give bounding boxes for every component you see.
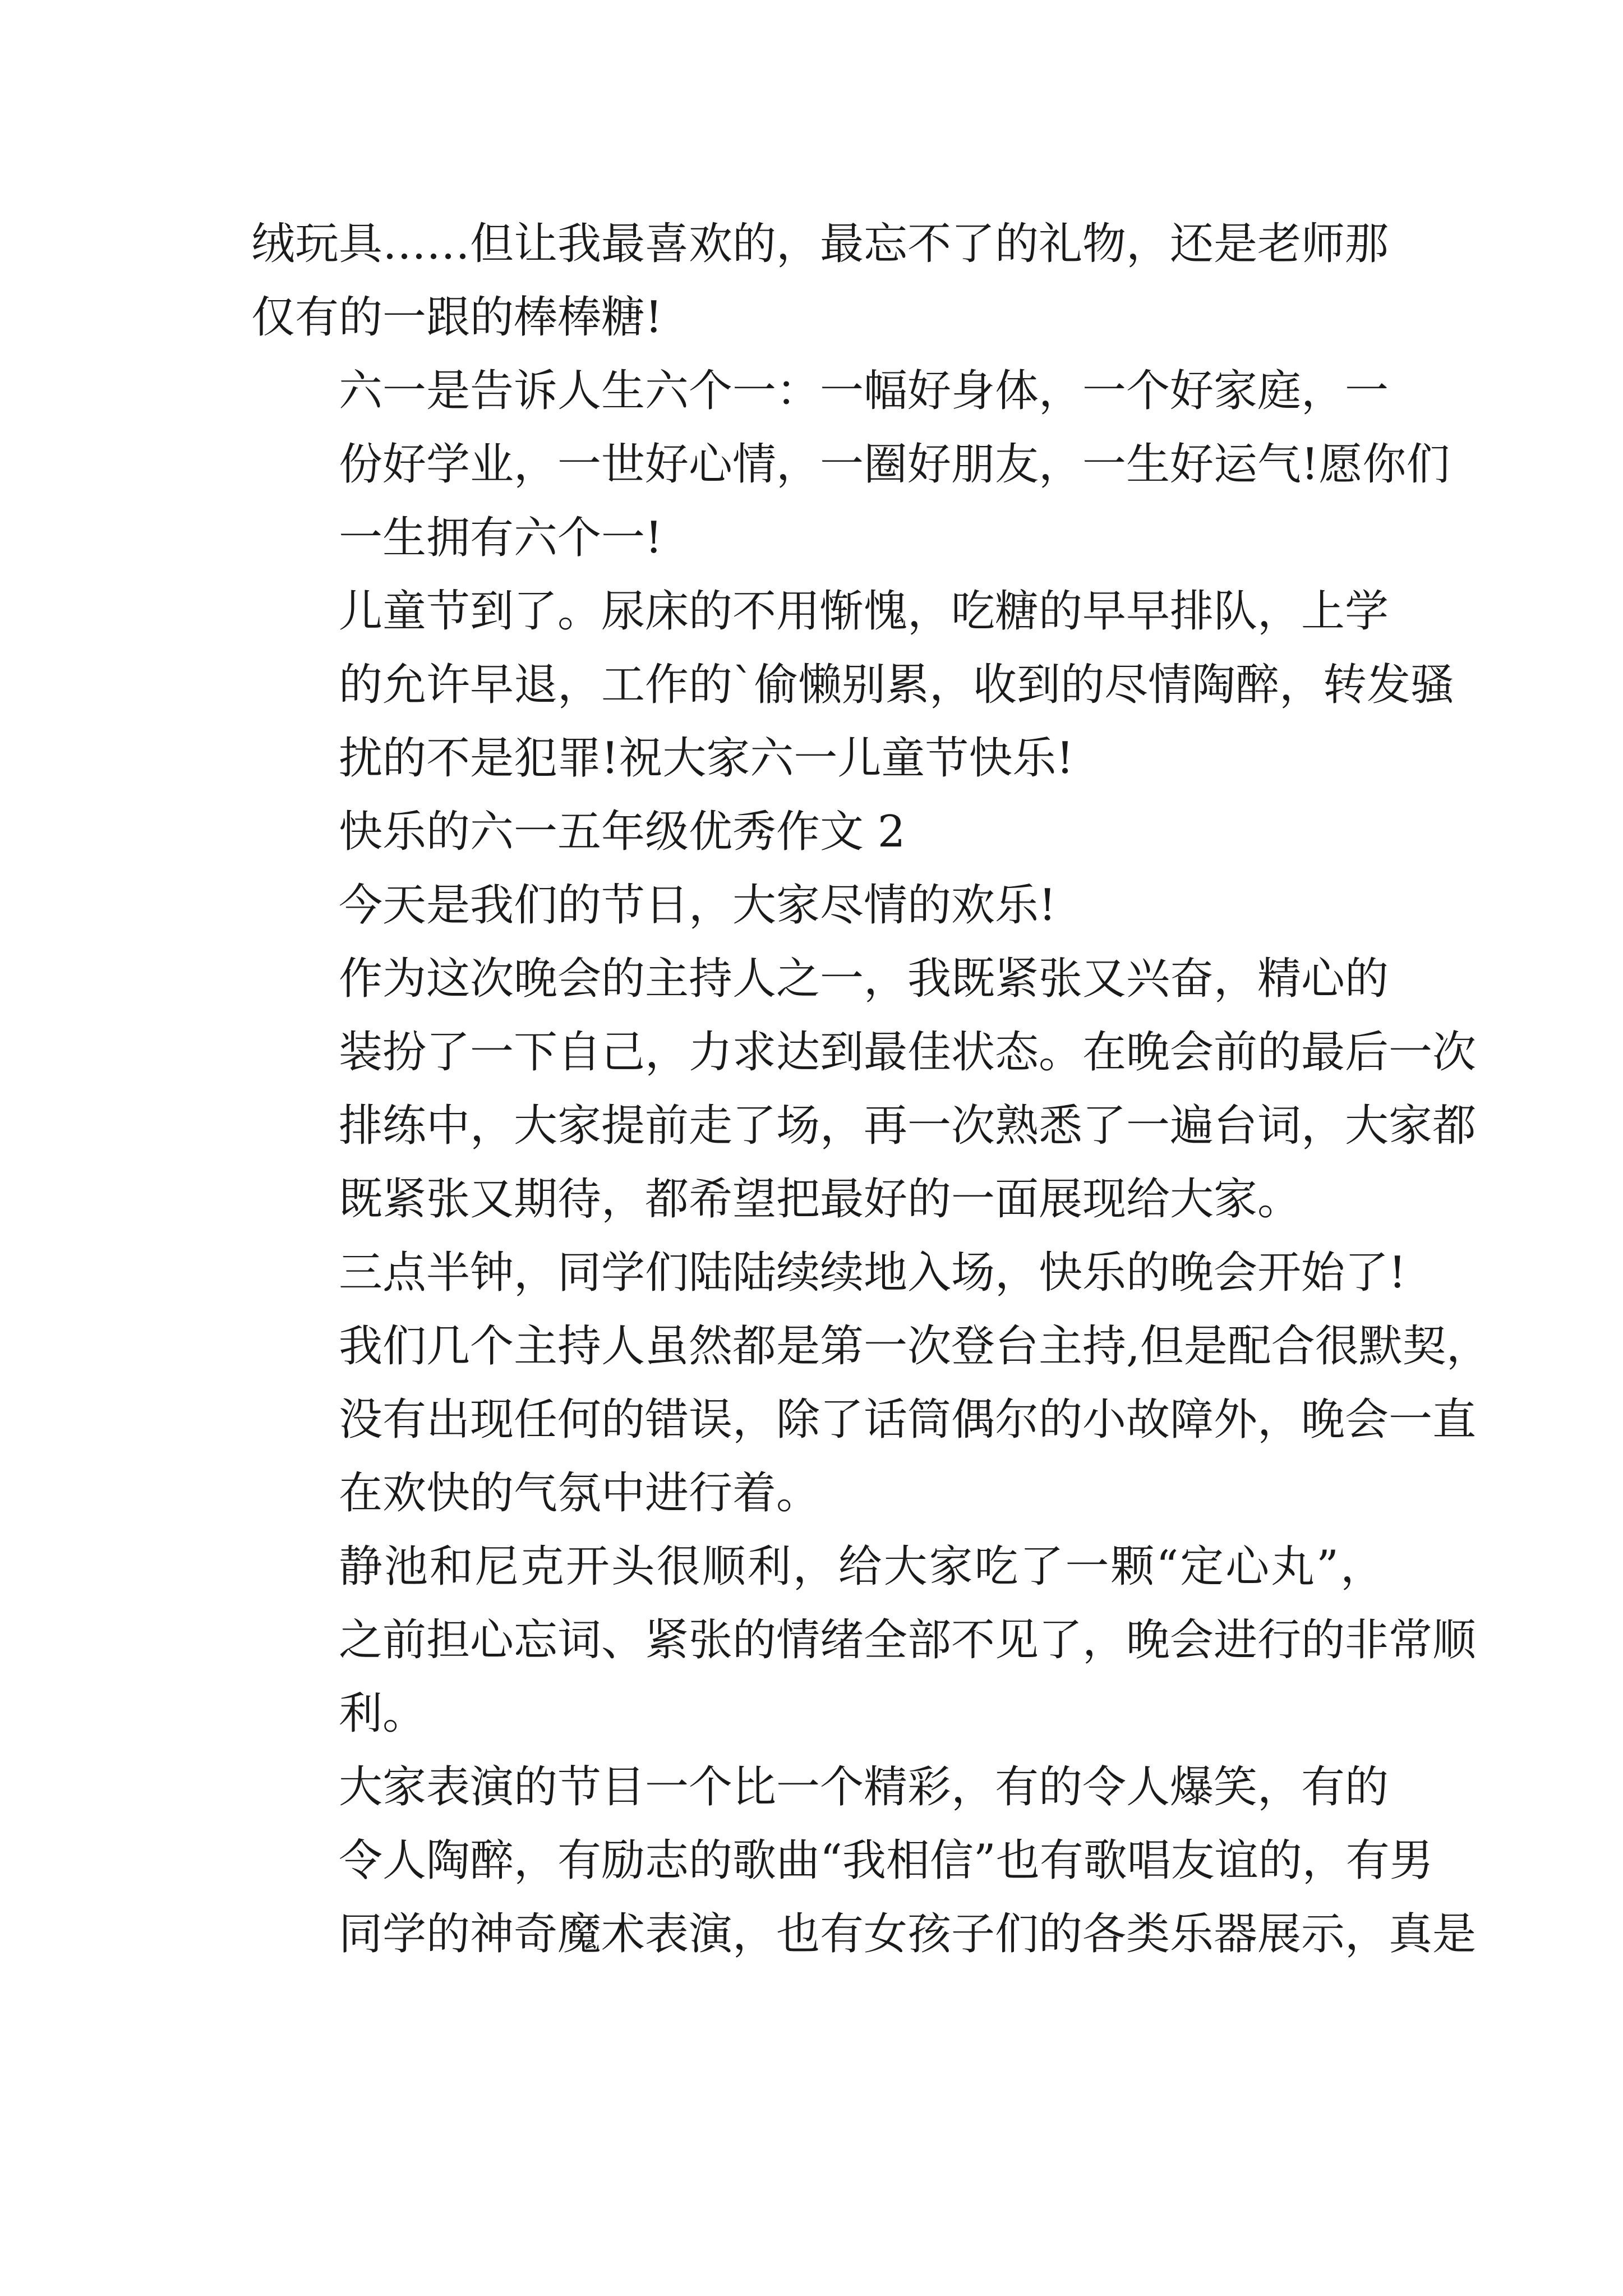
text-line: 三点半钟，同学们陆陆续续地入场，快乐的晚会开始了! [339,1248,1407,1298]
paragraph [251,1751,1477,1971]
text-line: 扰的不是犯罪!祝大家六一儿童节快乐! [339,733,1074,784]
text-line: 儿童节到了。尿床的不用惭愧，吃糖的早早排队，上学 [339,586,1389,637]
paragraph [251,1236,1490,1530]
text-line: 在欢快的气氛中进行着。 [339,1468,820,1519]
text-line: 六一是告诉人生六个一：一幅好身体，一个好家庭，一 [339,366,1389,416]
paragraph [251,795,1384,869]
paragraph [251,942,1477,1236]
text-line: 今天是我们的节日，大家尽情的欢乐! [339,880,1057,931]
paragraph [251,355,1450,575]
text-line: 的允许早退，工作的`偷懒别累，收到的尽情陶醉，转发骚 [339,660,1455,710]
text-line: 快乐的六一五年级优秀作文 2 [339,807,906,857]
text-line: 作为这次晚会的主持人之一，我既紧张又兴奋，精心的 [339,954,1389,1004]
text-line: 没有出现任何的错误，除了话筒偶尔的小故障外，晚会一直 [339,1395,1477,1445]
paragraph [251,575,1455,795]
text-line: 绒玩具……但让我最喜欢的，最忘不了的礼物，还是老师那 [251,219,1389,269]
text-line: 之前担心忘词、紧张的情绪全部不见了，晚会进行的非常顺 [339,1615,1477,1665]
paragraph [251,869,1384,942]
document-body [251,208,1490,1971]
text-line: 份好学业，一世好心情，一圈好朋友，一生好运气!愿你们 [339,439,1450,490]
text-line: 令人陶醉，有励志的歌曲“我相信”也有歌唱友谊的，有男 [339,1835,1433,1886]
text-line: 既紧张又期待，都希望把最好的一面展现给大家。 [339,1174,1302,1225]
text-line: 仅有的一跟的棒棒糖! [251,292,663,343]
text-line: 一生拥有六个一! [339,513,663,563]
paragraph [251,208,1389,355]
text-line: 同学的神奇魔术表演，也有女孩子们的各类乐器展示，真是 [339,1909,1477,1959]
text-line: 静池和尼克开头很顺利，给大家吃了一颗“定心丸”， [339,1542,1384,1592]
text-line: 利。 [339,1688,427,1739]
text-line: 装扮了一下自己，力求达到最佳状态。在晚会前的最后一次 [339,1027,1477,1078]
text-line: 排练中，大家提前走了场，再一次熟悉了一遍台词，大家都 [339,1101,1477,1151]
text-line: 我们几个主持人虽然都是第一次登台主持,但是配合很默契， [339,1321,1490,1372]
text-line: 大家表演的节目一个比一个精彩，有的令人爆笑，有的 [339,1762,1389,1812]
paragraph [251,1530,1477,1751]
